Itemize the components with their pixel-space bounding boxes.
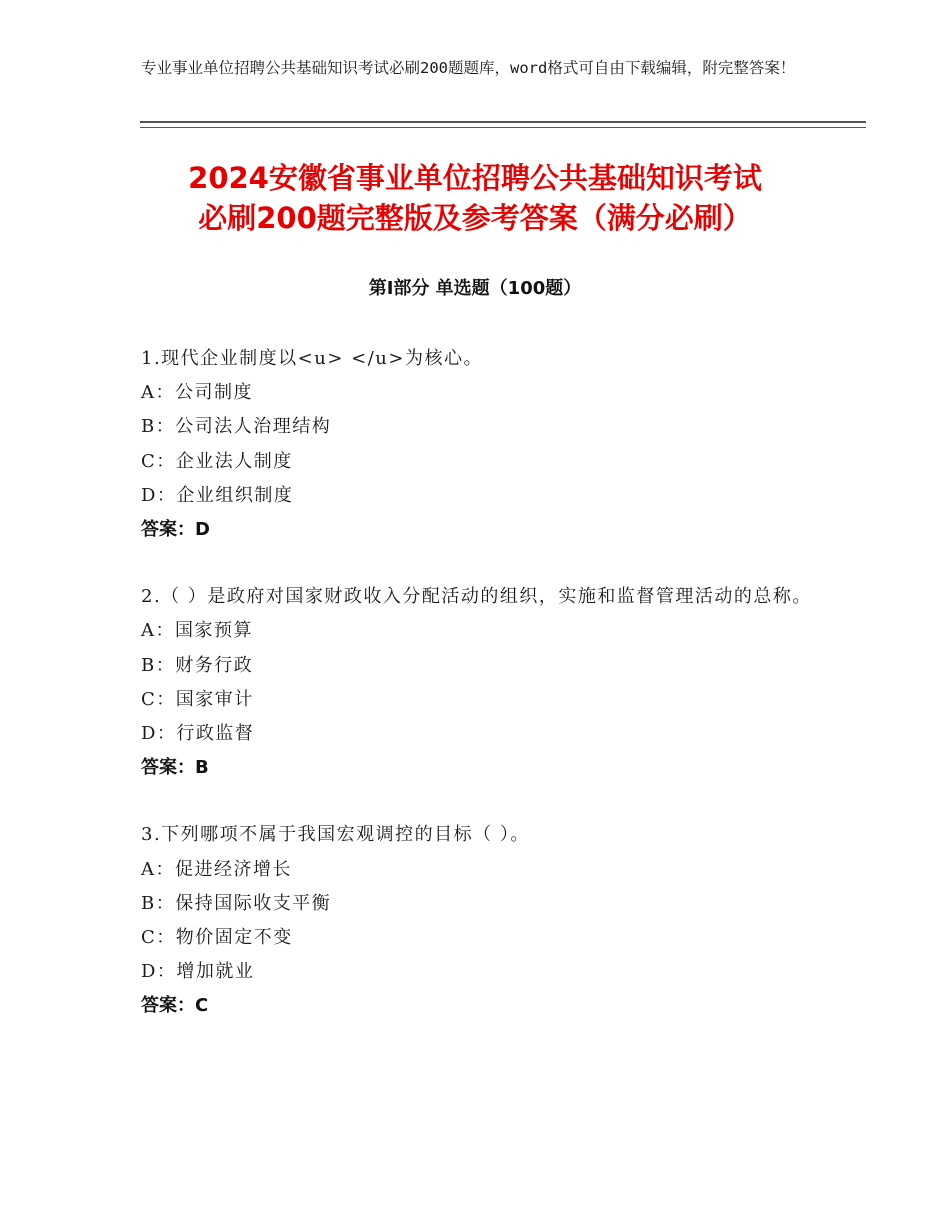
option-a: A：国家预算 xyxy=(141,620,253,642)
answer: 答案：D xyxy=(141,519,210,541)
section-title: 第Ⅰ部分 单选题（100题） xyxy=(368,278,582,299)
question-1 xyxy=(141,342,821,547)
header-divider xyxy=(140,121,866,128)
answer: 答案：B xyxy=(141,757,209,779)
option-d: D：增加就业 xyxy=(141,961,255,983)
option-d: D：行政监督 xyxy=(141,723,255,745)
answer: 答案：C xyxy=(141,995,209,1017)
option-a: A：促进经济增长 xyxy=(141,858,292,880)
question-2 xyxy=(141,580,821,785)
question-stem: 2.（ ）是政府对国家财政收入分配活动的组织，实施和监督管理活动的总称。 xyxy=(141,586,812,608)
question-list xyxy=(141,342,821,1057)
option-c: C：企业法人制度 xyxy=(141,450,293,472)
option-c: C：国家审计 xyxy=(141,688,254,710)
option-d: D：企业组织制度 xyxy=(141,484,294,506)
option-b: B：保持国际收支平衡 xyxy=(141,892,332,914)
option-b: B：财务行政 xyxy=(141,654,254,676)
option-a: A：公司制度 xyxy=(141,382,253,404)
title-line-1: 2024安徽省事业单位招聘公共基础知识考试 xyxy=(188,161,762,195)
option-c: C：物价固定不变 xyxy=(141,927,293,949)
question-3 xyxy=(141,818,821,1023)
title-line-2: 必刷200题完整版及参考答案（满分必刷） xyxy=(198,201,752,235)
question-stem: 1.现代企业制度以<u> </u>为核心。 xyxy=(141,348,483,369)
option-b: B：公司法人治理结构 xyxy=(141,416,332,438)
question-stem: 3.下列哪项不属于我国宏观调控的目标（ ）。 xyxy=(141,824,530,846)
document-title xyxy=(100,158,850,238)
header-note: 专业事业单位招聘公共基础知识考试必刷200题题库，word格式可自由下载编辑，附完整答案！ xyxy=(141,59,796,77)
